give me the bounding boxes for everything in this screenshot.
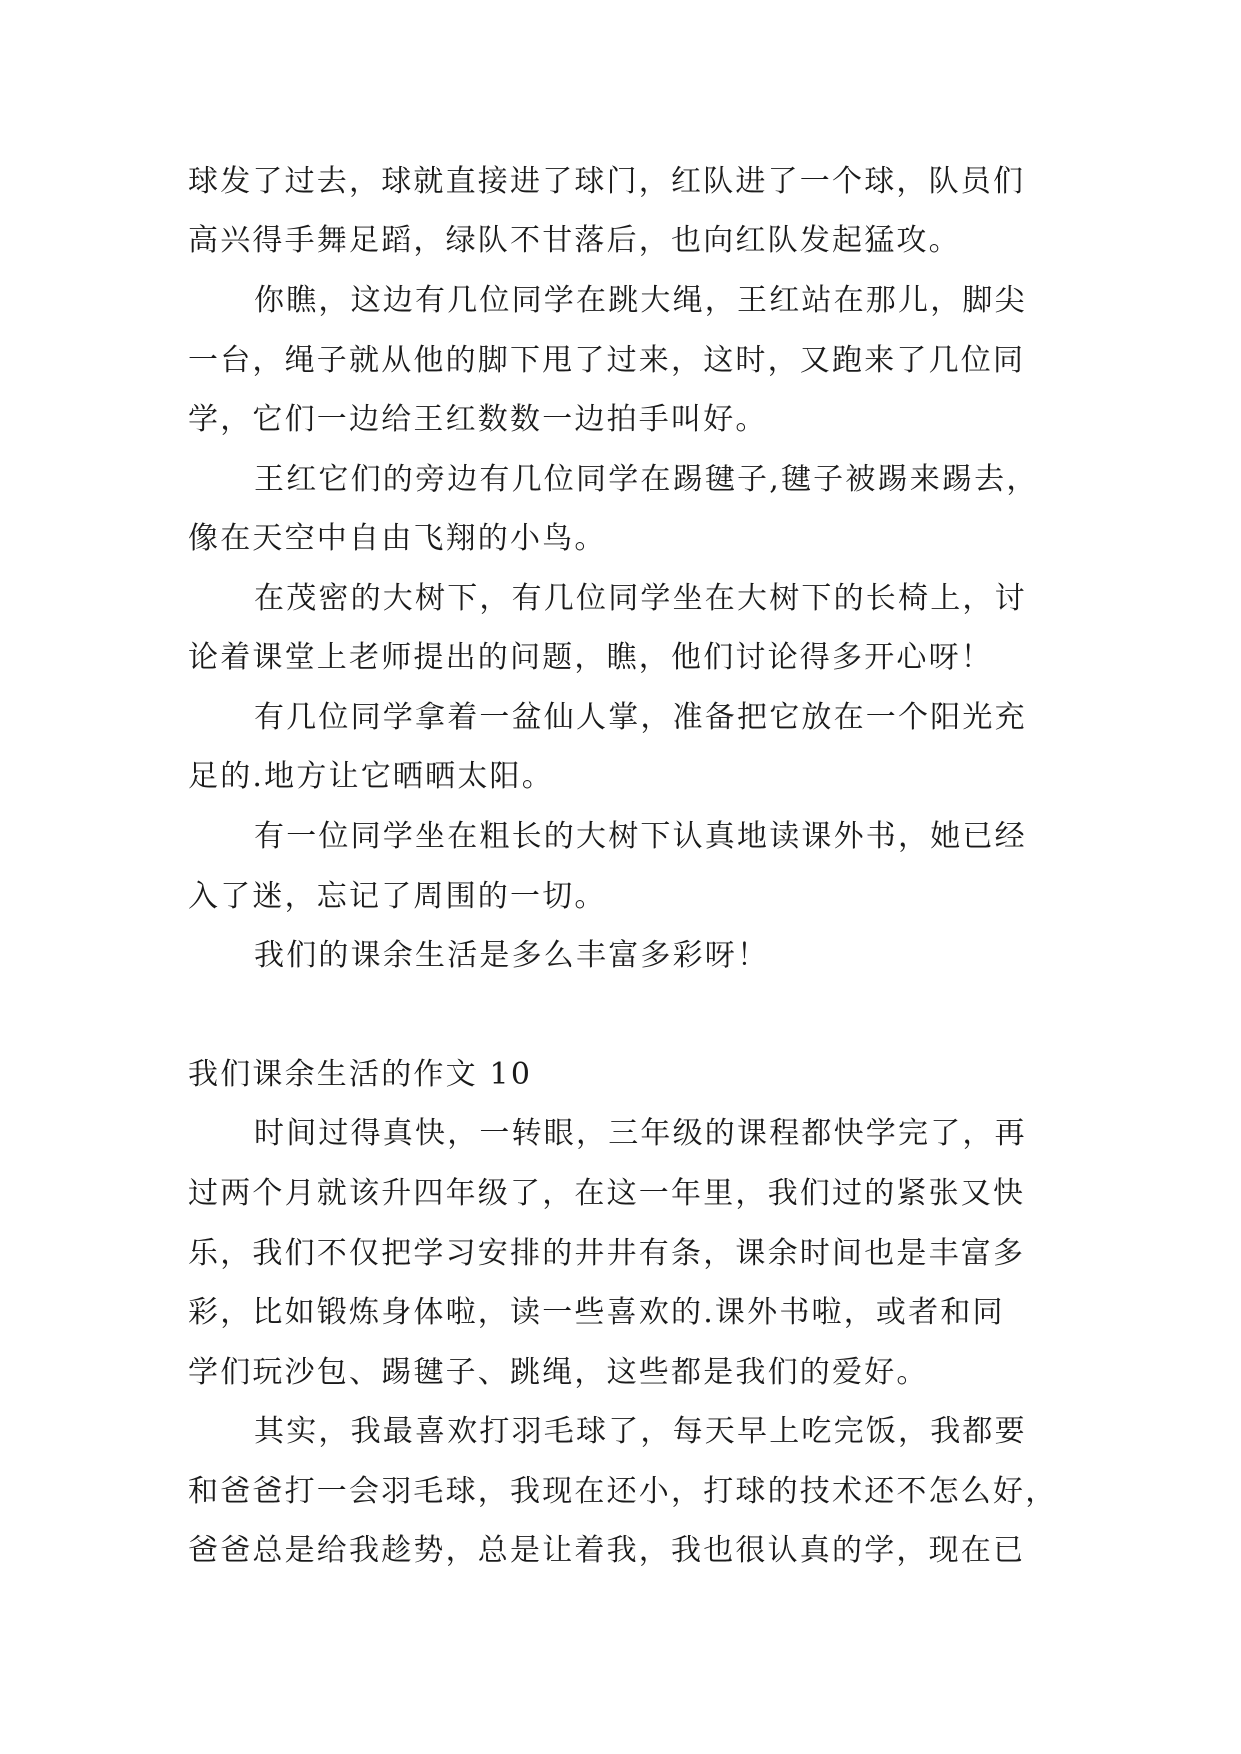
text-line: 彩，比如锻炼身体啦，读一些喜欢的.课外书啦，或者和同 — [188, 1295, 1005, 1330]
text-line: 球发了过去，球就直接进了球门，红队进了一个球，队员们 — [188, 164, 1026, 199]
paragraph-first-line: 在茂密的大树下，有几位同学坐在大树下的长椅上，讨 — [254, 581, 1027, 616]
text-line: 学，它们一边给王红数数一边拍手叫好。 — [188, 402, 768, 437]
paragraph-first-line: 有一位同学坐在粗长的大树下认真地读课外书，她已经 — [254, 819, 1027, 854]
text-line: 论着课堂上老师提出的问题，瞧，他们讨论得多开心呀！ — [188, 640, 993, 675]
text-line: 一台，绳子就从他的脚下甩了过来，这时，又跑来了几位同 — [188, 343, 1026, 378]
paragraph-first-line: 王红它们的旁边有几位同学在踢毽子,毽子被踢来踢去， — [254, 462, 1039, 497]
text-line: 足的.地方让它晒晒太阳。 — [188, 759, 554, 794]
text-line: 学们玩沙包、踢毽子、跳绳，这些都是我们的爱好。 — [188, 1355, 929, 1390]
section-heading: 我们课余生活的作文 10 — [188, 1057, 533, 1092]
paragraph-first-line: 其实，我最喜欢打羽毛球了，每天早上吃完饭，我都要 — [254, 1414, 1027, 1449]
text-line: 过两个月就该升四年级了，在这一年里，我们过的紧张又快 — [188, 1176, 1026, 1211]
text-line: 像在天空中自由飞翔的小鸟。 — [188, 521, 607, 556]
paragraph-first-line: 有几位同学拿着一盆仙人掌，准备把它放在一个阳光充 — [254, 700, 1027, 735]
text-line: 乐，我们不仅把学习安排的井井有条，课余时间也是丰富多 — [188, 1236, 1026, 1271]
text-line: 和爸爸打一会羽毛球，我现在还小，打球的技术还不怎么好， — [188, 1474, 1058, 1509]
paragraph-first-line: 时间过得真快，一转眼，三年级的课程都快学完了，再 — [254, 1116, 1027, 1151]
text-line: 高兴得手舞足蹈，绿队不甘落后，也向红队发起猛攻。 — [188, 223, 961, 258]
paragraph-first-line: 我们的课余生活是多么丰富多彩呀！ — [254, 938, 770, 973]
text-line: 入了迷，忘记了周围的一切。 — [188, 879, 607, 914]
paragraph-first-line: 你瞧，这边有几位同学在跳大绳，王红站在那儿，脚尖 — [254, 283, 1027, 318]
text-line: 爸爸总是给我趁势，总是让着我，我也很认真的学，现在已 — [188, 1533, 1026, 1568]
